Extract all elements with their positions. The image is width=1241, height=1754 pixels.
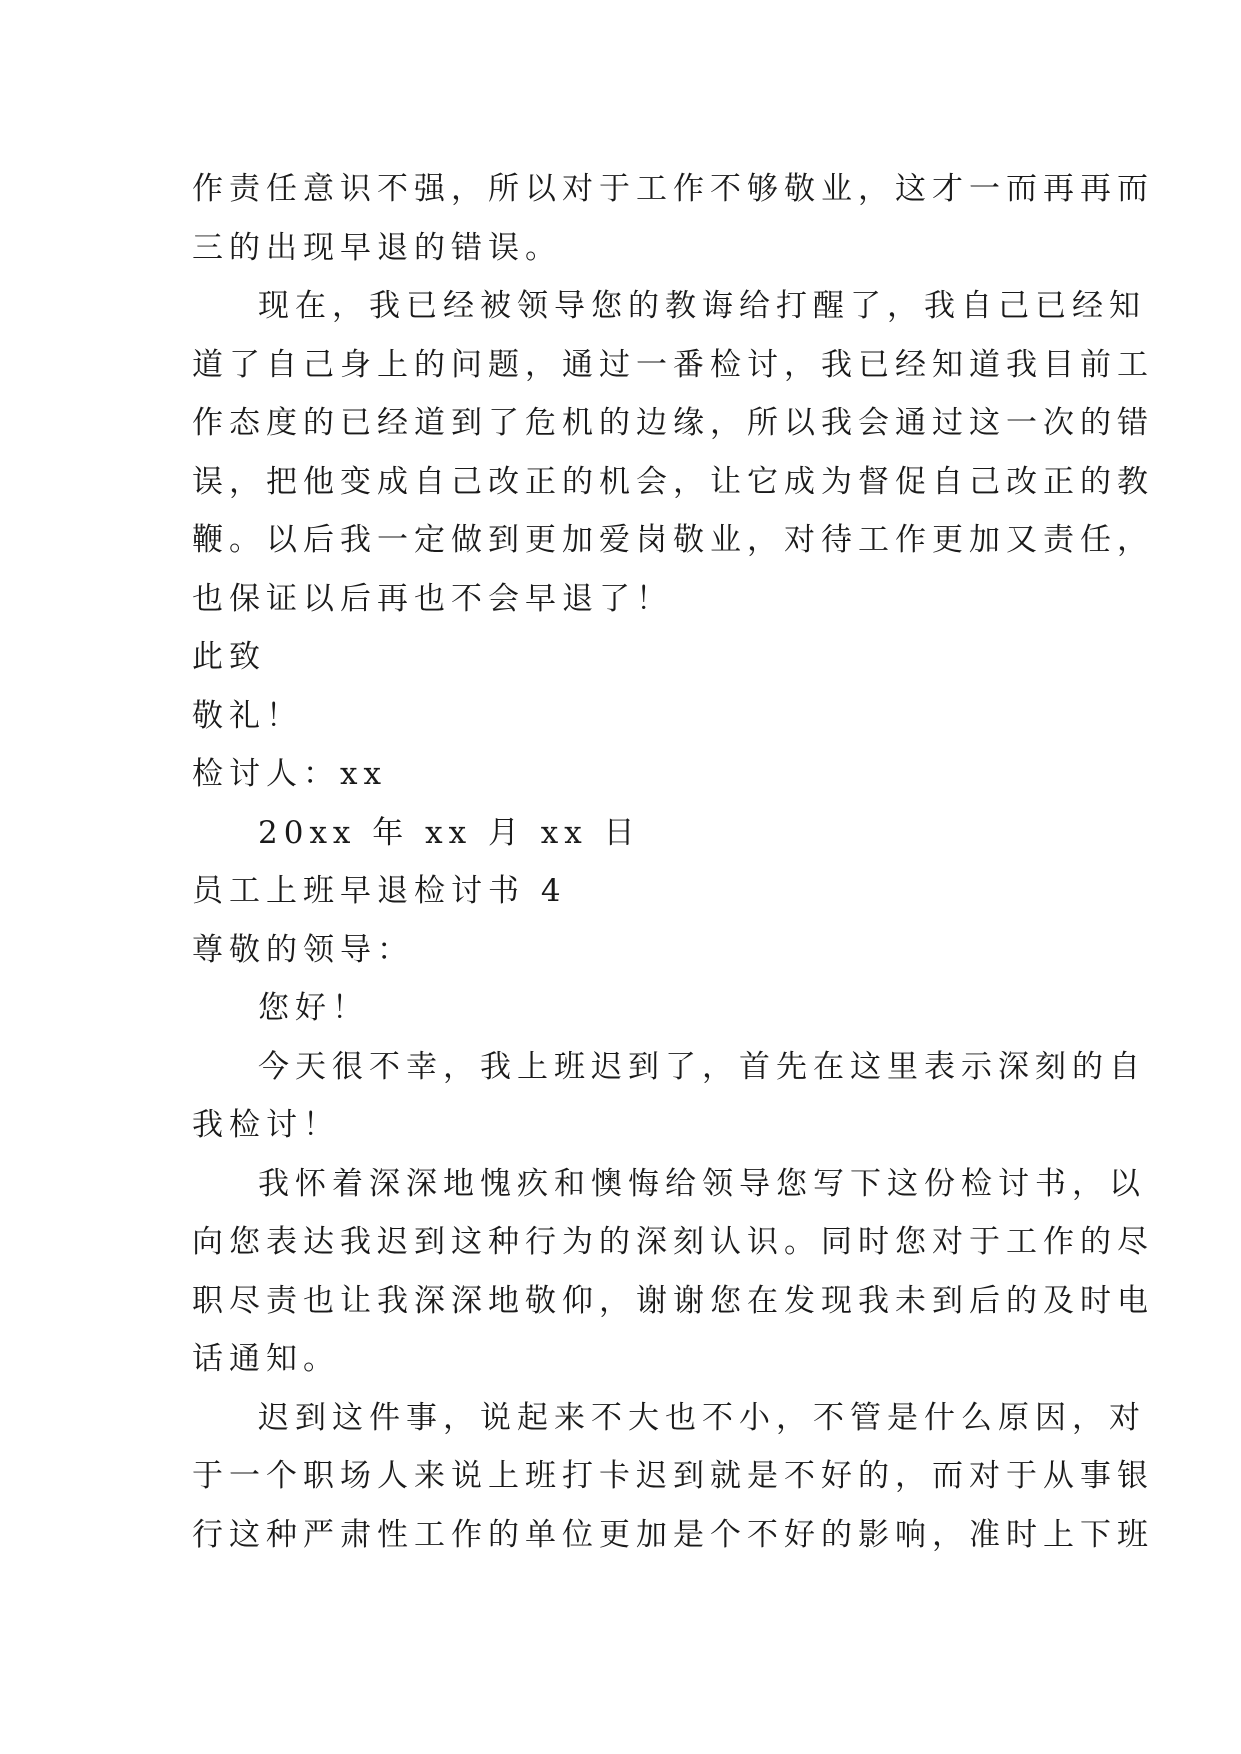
text-line: 话通知。 xyxy=(192,1341,340,1377)
text-line: 我检讨！ xyxy=(192,1107,340,1143)
text-line: 今天很不幸，我上班迟到了，首先在这里表示深刻的自 xyxy=(258,1048,1146,1085)
text-line: 作态度的已经道到了危机的边缘，所以我会通过这一次的错 xyxy=(192,405,1154,441)
text-line: 鞭。以后我一定做到更加爱岗敬业，对待工作更加又责任， xyxy=(192,522,1154,558)
greeting: 您好！ xyxy=(258,990,369,1026)
text-line: 现在，我已经被领导您的教诲给打醒了，我自己已经知 xyxy=(258,288,1146,324)
signature-line: 检讨人：xx xyxy=(192,756,387,792)
text-line: 迟到这件事，说起来不大也不小，不管是什么原因，对 xyxy=(258,1399,1146,1436)
text-line: 行这种严肃性工作的单位更加是个不好的影响，准时上下班 xyxy=(192,1516,1154,1553)
text-line: 道了自己身上的问题，通过一番检讨，我已经知道我目前工 xyxy=(192,346,1154,383)
text-line: 误，把他变成自己改正的机会，让它成为督促自己改正的教 xyxy=(192,463,1154,500)
date-line: 20xx 年 xx 月 xx 日 xyxy=(258,814,641,851)
text-line: 职尽责也让我深深地敬仰，谢谢您在发现我未到后的及时电 xyxy=(192,1282,1154,1319)
text-line: 也保证以后再也不会早退了！ xyxy=(192,580,673,617)
closing-regards: 敬礼！ xyxy=(192,697,303,734)
section-title: 员工上班早退检讨书 4 xyxy=(192,873,567,909)
text-line: 作责任意识不强，所以对于工作不够敬业，这才一而再再而 xyxy=(192,171,1154,207)
document-body xyxy=(192,160,1154,1564)
closing-salutation: 此致 xyxy=(192,639,266,675)
text-line: 三的出现早退的错误。 xyxy=(192,229,562,266)
greeting-recipient: 尊敬的领导： xyxy=(192,931,414,968)
text-line: 向您表达我迟到这种行为的深刻认识。同时您对于工作的尽 xyxy=(192,1224,1154,1260)
text-line: 我怀着深深地愧疚和懊悔给领导您写下这份检讨书，以 xyxy=(258,1165,1146,1202)
text-line: 于一个职场人来说上班打卡迟到就是不好的，而对于从事银 xyxy=(192,1458,1154,1494)
